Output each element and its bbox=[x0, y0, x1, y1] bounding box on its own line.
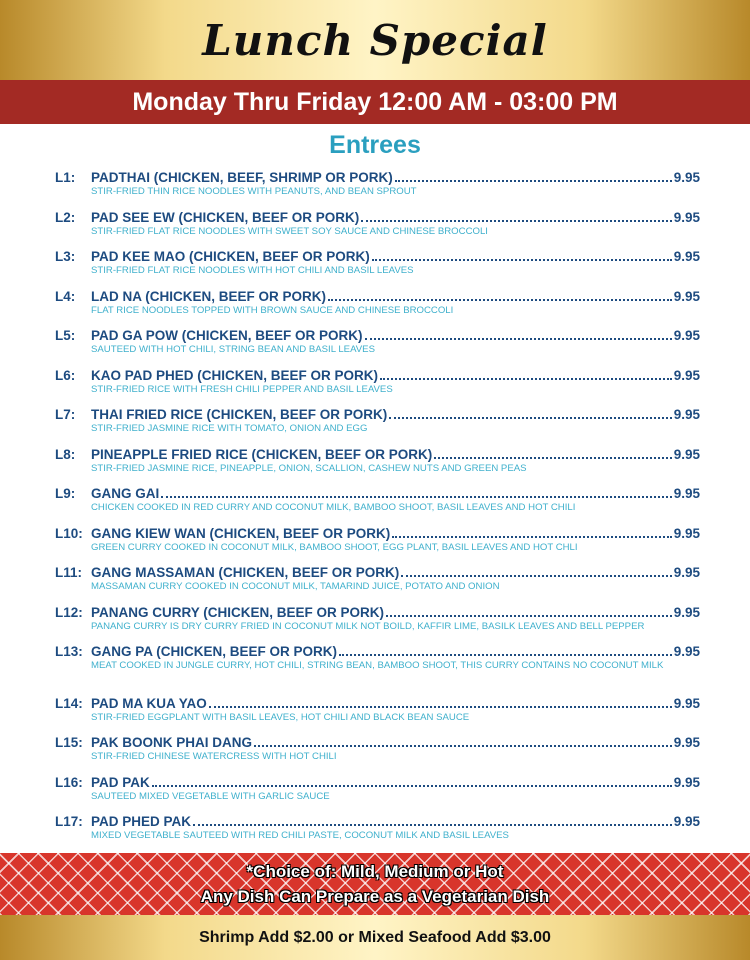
item-name: PAD GA POW (CHICKEN, BEEF OR PORK) bbox=[91, 328, 363, 343]
item-price: 9.95 bbox=[673, 735, 700, 750]
menu-item bbox=[55, 170, 700, 210]
menu-item-header bbox=[55, 447, 700, 463]
menu-item-header bbox=[55, 289, 700, 305]
item-name: PAD KEE MAO (CHICKEN, BEEF OR PORK) bbox=[91, 249, 370, 264]
menu-item bbox=[55, 210, 700, 250]
dot-leader bbox=[328, 299, 672, 301]
item-price: 9.95 bbox=[673, 328, 700, 343]
item-price: 9.95 bbox=[673, 604, 700, 620]
menu-item-header bbox=[55, 328, 700, 344]
menu-item-header bbox=[55, 605, 700, 621]
item-description: STIR-FRIED FLAT RICE NOODLES WITH HOT CHILI AND BASIL LEAVES bbox=[91, 265, 414, 276]
item-code: L10: bbox=[55, 525, 83, 541]
item-code: L3: bbox=[55, 249, 76, 264]
item-description: STIR-FRIED EGGPLANT WITH BASIL LEAVES, HOT CHILI AND BLACK BEAN SAUCE bbox=[91, 711, 470, 723]
item-price: 9.95 bbox=[673, 644, 700, 659]
menu-item bbox=[55, 289, 700, 329]
menu-item bbox=[55, 526, 700, 566]
dot-leader bbox=[365, 338, 672, 340]
dot-leader bbox=[395, 180, 672, 182]
item-description: STIR-FRIED FLAT RICE NOODLES WITH SWEET SOY SAUCE AND CHINESE BROCCOLI bbox=[91, 225, 488, 237]
item-price: 9.95 bbox=[673, 407, 700, 422]
dot-leader bbox=[254, 745, 672, 747]
dot-leader bbox=[380, 378, 672, 380]
menu-item bbox=[55, 328, 700, 368]
page-title: Lunch Special bbox=[202, 15, 548, 65]
menu-item-header bbox=[55, 210, 700, 226]
footer-banner bbox=[0, 915, 750, 960]
menu-item bbox=[55, 644, 700, 696]
menu-item bbox=[55, 486, 700, 526]
item-name: PAK BOONK PHAI DANG bbox=[91, 735, 253, 750]
item-description: GREEN CURRY COOKED IN COCONUT MILK, BAMBOO SHOOT, EGG PLANT, BASIL LEAVES AND HOT CHLI bbox=[91, 541, 578, 553]
header-banner bbox=[0, 0, 750, 80]
dot-leader bbox=[392, 536, 671, 538]
item-code: L4: bbox=[55, 288, 76, 304]
item-description: MIXED VEGETABLE SAUTEED WITH RED CHILI PASTE, COCONUT MILK AND BASIL LEAVES bbox=[91, 830, 509, 841]
menu-item bbox=[55, 407, 700, 447]
dot-leader bbox=[339, 654, 672, 656]
item-name: KAO PAD PHED (CHICKEN, BEEF OR PORK) bbox=[91, 367, 379, 383]
item-code: L11: bbox=[55, 565, 83, 580]
item-code: L12: bbox=[55, 604, 83, 620]
dot-leader bbox=[434, 457, 671, 459]
menu-item bbox=[55, 735, 700, 775]
item-description: FLAT RICE NOODLES TOPPED WITH BROWN SAUCE AND CHINESE BROCCOLI bbox=[91, 304, 454, 316]
item-price: 9.95 bbox=[673, 446, 700, 462]
item-name: GANG GAI bbox=[91, 486, 160, 501]
item-name: PAD SEE EW (CHICKEN, BEEF OR PORK) bbox=[91, 209, 360, 225]
item-price: 9.95 bbox=[673, 565, 700, 580]
item-price: 9.95 bbox=[673, 486, 700, 501]
item-price: 9.95 bbox=[673, 525, 700, 541]
menu-item bbox=[55, 696, 700, 736]
menu-item bbox=[55, 368, 700, 408]
item-name: THAI FRIED RICE (CHICKEN, BEEF OR PORK) bbox=[91, 407, 388, 422]
menu-item-header bbox=[55, 407, 700, 423]
item-price: 9.95 bbox=[673, 695, 700, 711]
vegetarian-note: Any Dish Can Prepare as a Vegetarian Dish bbox=[200, 887, 550, 906]
item-code: L9: bbox=[55, 486, 76, 501]
item-code: L7: bbox=[55, 407, 76, 422]
menu-item bbox=[55, 249, 700, 289]
item-name: PAD PHED PAK bbox=[91, 814, 192, 829]
dot-leader bbox=[161, 496, 671, 498]
dot-leader bbox=[361, 220, 671, 222]
menu-item-header bbox=[55, 696, 700, 712]
notes-banner bbox=[0, 853, 750, 915]
item-name: PINEAPPLE FRIED RICE (CHICKEN, BEEF OR PORK) bbox=[91, 446, 433, 462]
item-description: STIR-FRIED CHINESE WATERCRESS WITH HOT CHILI bbox=[91, 751, 337, 762]
menu-item bbox=[55, 565, 700, 605]
menu-item-header bbox=[55, 368, 700, 384]
item-description: STIR-FRIED THIN RICE NOODLES WITH PEANUTS, AND BEAN SPROUT bbox=[91, 186, 417, 197]
item-price: 9.95 bbox=[673, 288, 700, 304]
menu-item bbox=[55, 447, 700, 487]
hours-bar bbox=[0, 80, 750, 124]
menu-item-header bbox=[55, 249, 700, 265]
item-price: 9.95 bbox=[673, 249, 700, 264]
item-name: PADTHAI (CHICKEN, BEEF, SHRIMP OR PORK) bbox=[91, 170, 393, 185]
item-code: L14: bbox=[55, 695, 83, 711]
add-on-pricing: Shrimp Add $2.00 or Mixed Seafood Add $3.00 bbox=[199, 928, 551, 946]
item-code: L17: bbox=[55, 814, 83, 829]
item-name: GANG PA (CHICKEN, BEEF OR PORK) bbox=[91, 644, 338, 659]
item-code: L15: bbox=[55, 735, 83, 750]
dot-leader bbox=[152, 785, 672, 787]
menu-item-header bbox=[55, 644, 700, 660]
dot-leader bbox=[372, 259, 672, 261]
dot-leader bbox=[389, 417, 671, 419]
item-price: 9.95 bbox=[673, 170, 700, 185]
item-description: SAUTEED WITH HOT CHILI, STRING BEAN AND BASIL LEAVES bbox=[91, 344, 375, 355]
menu-item-header bbox=[55, 814, 700, 830]
item-price: 9.95 bbox=[673, 814, 700, 829]
menu-item-header bbox=[55, 565, 700, 581]
item-name: PAD PAK bbox=[91, 774, 150, 790]
item-name: PANANG CURRY (CHICKEN, BEEF OR PORK) bbox=[91, 604, 385, 620]
dot-leader bbox=[193, 824, 672, 826]
item-name: GANG KIEW WAN (CHICKEN, BEEF OR PORK) bbox=[91, 525, 391, 541]
menu-item bbox=[55, 814, 700, 854]
item-name: PAD MA KUA YAO bbox=[91, 695, 207, 711]
item-code: L16: bbox=[55, 774, 83, 790]
item-description: STIR-FRIED RICE WITH FRESH CHILI PEPPER AND BASIL LEAVES bbox=[91, 383, 393, 395]
dot-leader bbox=[401, 575, 671, 577]
item-name: LAD NA (CHICKEN, BEEF OR PORK) bbox=[91, 288, 326, 304]
item-code: L13: bbox=[55, 644, 83, 659]
item-code: L1: bbox=[55, 170, 76, 185]
dot-leader bbox=[386, 615, 672, 617]
item-description: STIR-FRIED JASMINE RICE WITH TOMATO, ONION AND EGG bbox=[91, 423, 368, 434]
item-description: MASSAMAN CURRY COOKED IN COCONUT MILK, TAMARIND JUICE, POTATO AND ONION bbox=[91, 581, 500, 592]
item-description: PANANG CURRY IS DRY CURRY FRIED IN COCONUT MILK NOT BOILD, KAFFIR LIME, BASILK LEAVES AND BELL PEPPER bbox=[91, 620, 645, 632]
item-code: L6: bbox=[55, 367, 76, 383]
section-title: Entrees bbox=[329, 131, 421, 159]
spice-choice-note: *Choice of: Mild, Medium or Hot bbox=[246, 862, 504, 881]
item-description: CHICKEN COOKED IN RED CURRY AND COCONUT MILK, BAMBOO SHOOT, BASIL LEAVES AND HOT CHILI bbox=[91, 502, 576, 513]
item-name: GANG MASSAMAN (CHICKEN, BEEF OR PORK) bbox=[91, 565, 400, 580]
dot-leader bbox=[209, 706, 672, 708]
menu-item-header bbox=[55, 486, 700, 502]
item-description: STIR-FRIED JASMINE RICE, PINEAPPLE, ONION, SCALLION, CASHEW NUTS AND GREEN PEAS bbox=[91, 462, 527, 474]
hours-text: Monday Thru Friday 12:00 AM - 03:00 PM bbox=[132, 87, 618, 116]
item-description: SAUTEED MIXED VEGETABLE WITH GARLIC SAUCE bbox=[91, 790, 330, 802]
item-price: 9.95 bbox=[673, 209, 700, 225]
menu-item-header bbox=[55, 170, 700, 186]
item-code: L2: bbox=[55, 209, 76, 225]
menu-item-header bbox=[55, 775, 700, 791]
menu-item-header bbox=[55, 526, 700, 542]
menu-item-header bbox=[55, 735, 700, 751]
item-price: 9.95 bbox=[673, 367, 700, 383]
item-price: 9.95 bbox=[673, 774, 700, 790]
menu-item bbox=[55, 605, 700, 645]
item-code: L5: bbox=[55, 328, 76, 343]
menu-list bbox=[55, 170, 700, 854]
item-description: MEAT COOKED IN JUNGLE CURRY, HOT CHILI, STRING BEAN, BAMBOO SHOOT, THIS CURRY CONTAINS NO COCONUT MILK bbox=[91, 660, 664, 671]
menu-item bbox=[55, 775, 700, 815]
item-code: L8: bbox=[55, 446, 76, 462]
